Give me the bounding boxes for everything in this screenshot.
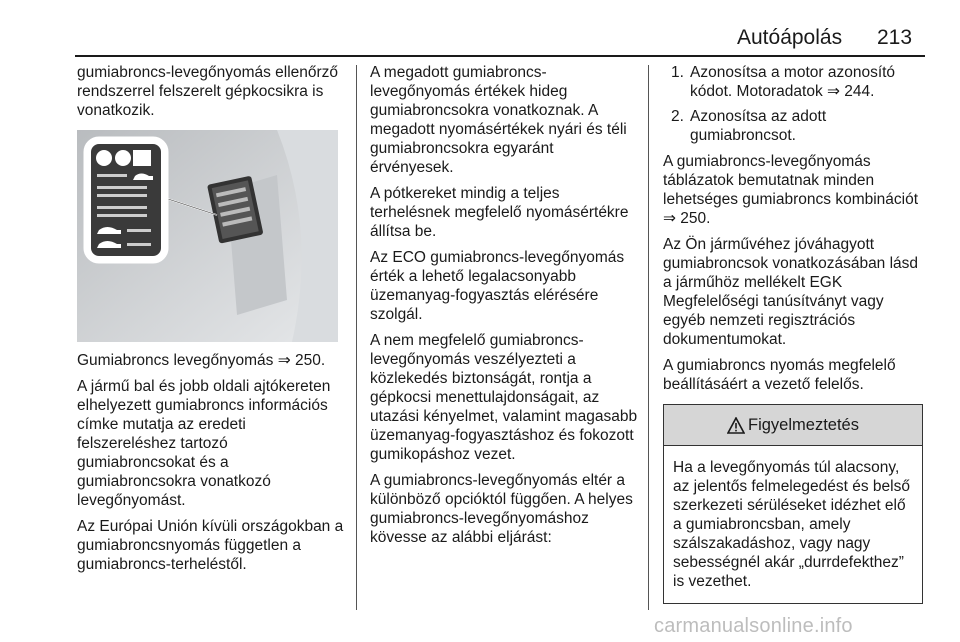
header-rule xyxy=(75,55,925,57)
paragraph-cold-tyres: A megadott gumiabroncs-levegőnyomás értékek hideg gumiabroncsokra vonatkoznak. A megadott nyomásértékek nyári és téli gumiabroncsokra egyaránt érvényesek. xyxy=(370,64,627,176)
paragraph-label-info: A jármű bal és jobb oldali ajtókereten elhelyezett gumiabroncs információs címke mutatja az eredeti felszereléshez tartozó gumiabroncsokat és a gumiabroncsokra vonatkozó levegőnyomást. xyxy=(77,378,331,509)
warning-box xyxy=(663,404,923,604)
paragraph-tables: A gumiabroncs-levegőnyomás táblázatok bemutatnak minden lehetséges gumiabroncs kombinációt ⇒ 250. xyxy=(663,153,919,227)
paragraph-incorrect-pressure: A nem megfelelő gumiabroncs-levegőnyomás veszélyezteti a közlekedés biztonságát, rontja a gépkocsi menettulajdonságait, az utazási kényelmet, valamint magasabb üzemanyag-fogyasztáshoz és fokozott gumikopáshoz vezet. xyxy=(370,332,638,463)
paragraph-eco: Az ECO gumiabroncs-levegőnyomás érték a lehető legalacsonyabb üzemanyag-fogyasztás elérésére szolgál. xyxy=(370,249,625,323)
column-2 xyxy=(370,63,638,554)
column-1 xyxy=(77,63,345,581)
warning-title: Figyelmeztetés xyxy=(748,415,859,434)
list-item: 2. Azonosítsa az adott gumiabroncsot. xyxy=(671,108,827,144)
section-title: Autóápolás xyxy=(737,26,843,49)
watermark: carmanualsonline.info xyxy=(654,615,853,637)
column-divider-2 xyxy=(648,65,649,610)
paragraph-approved-tyres: Az Ön járművéhez jóváhagyott gumiabroncsok vonatkozásában lásd a járműhöz mellékelt EGK Megfelelőségi tanúsítványt vagy egyéb nemzeti regisztrációs dokumentumokat. xyxy=(663,236,919,348)
paragraph-procedure: A gumiabroncs-levegőnyomás eltér a különböző opcióktól függően. A helyes gumiabroncs-levegőnyomáshoz kövesse az alábbi eljárást: xyxy=(370,472,633,546)
list-item: 1. Azonosítsa a motor azonosító kódot. Motoradatok ⇒ 244. xyxy=(671,64,896,100)
paragraph-spare-wheel: A pótkereket mindig a teljes terhelésnek megfelelő nyomásértékre állítsa be. xyxy=(370,185,629,240)
column-3 xyxy=(663,63,925,604)
warning-header xyxy=(664,405,922,446)
photo-caption: Gumiabroncs levegőnyomás ⇒ 250. xyxy=(77,352,326,369)
paragraph-driver-responsible: A gumiabroncs nyomás megfelelő beállításáért a vezető felelős. xyxy=(663,357,896,393)
page-number: 213 xyxy=(877,26,913,49)
column-divider-1 xyxy=(356,65,357,610)
procedure-steps xyxy=(663,63,925,145)
warning-triangle-icon xyxy=(727,417,745,434)
paragraph-non-eu: Az Európai Unión kívüli országokban a gumiabroncsnyomás független a gumiabroncs-terheléstől. xyxy=(77,518,344,573)
tire-label-photo xyxy=(77,130,338,342)
intro-paragraph: gumiabroncs-levegőnyomás ellenőrző rendszerrel felszerelt gépkocsikra is vonatkozik. xyxy=(77,64,339,119)
warning-text: Ha a levegőnyomás túl alacsony, az jelentős felmelegedést és belső szerkezeti sérüléseket idézhet elő a gumiabroncsban, amely szálszakadáshoz, vagy nagy sebességnél akár „durrdefekthez” is vezethet. xyxy=(673,459,910,590)
